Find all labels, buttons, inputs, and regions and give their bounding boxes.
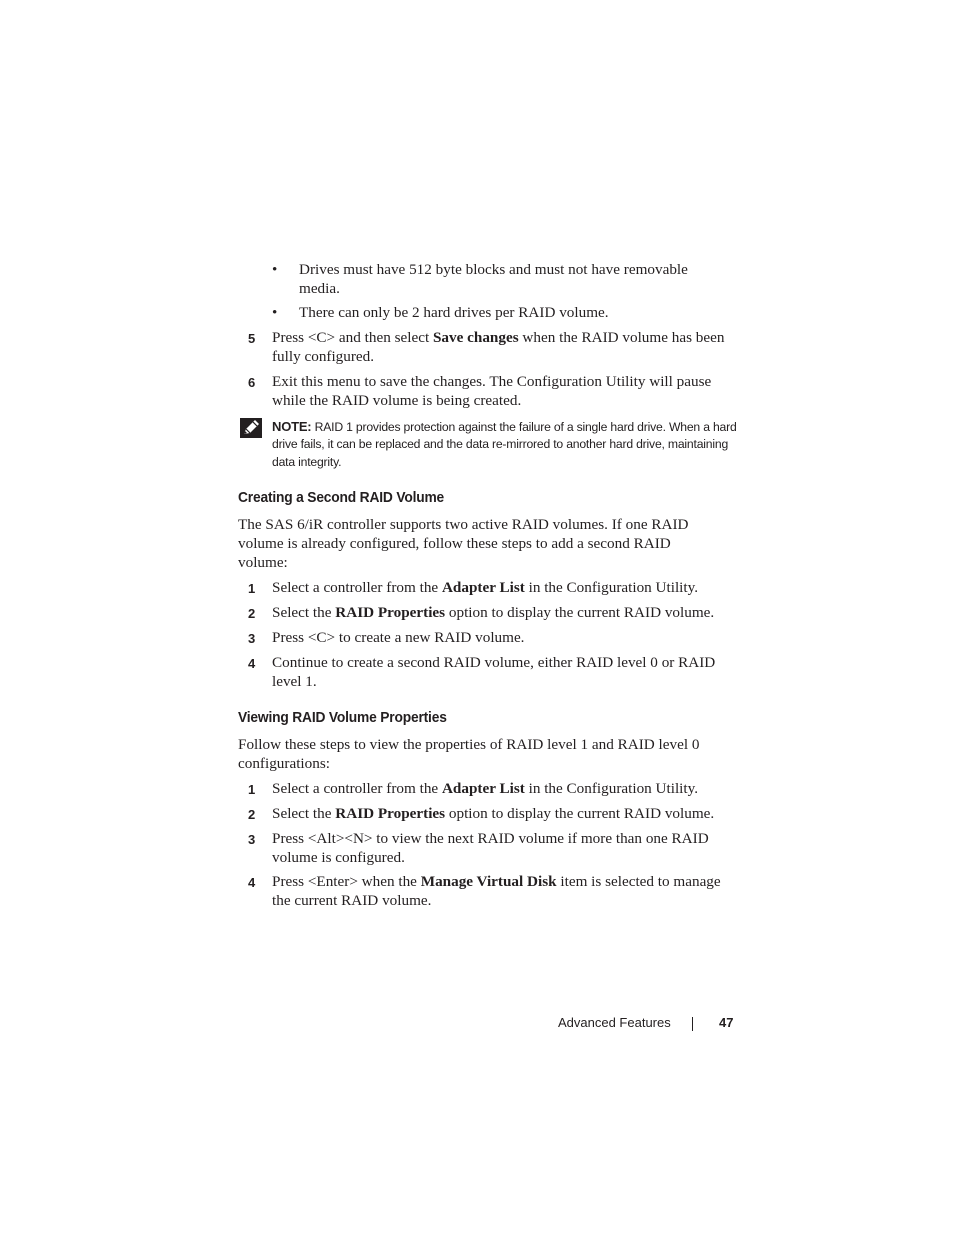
step-ui-term: Adapter List xyxy=(441,780,525,797)
step-text xyxy=(272,578,738,597)
bullet-text: There can only be 2 hard drives per RAID volume. xyxy=(299,304,609,321)
step-text: Press <C> to create a new RAID volume. xyxy=(272,629,525,646)
step-number: 2 xyxy=(248,606,256,621)
step-text-pre: Select a controller from the xyxy=(272,780,442,797)
footer-divider xyxy=(692,1017,693,1031)
step-number: 1 xyxy=(248,581,256,596)
step-text-post: in the Configuration Utility. xyxy=(524,780,699,797)
step-text-pre: Select the xyxy=(272,805,336,822)
step-number: 3 xyxy=(248,832,256,847)
step-number: 4 xyxy=(248,875,256,890)
pencil-note-icon xyxy=(240,418,262,438)
step-text xyxy=(272,603,738,622)
section-intro: The SAS 6/iR controller supports two active RAID volumes. If one RAID volume is already configured, follow these steps to add a second RAID volume: xyxy=(238,516,689,571)
step-number: 6 xyxy=(248,375,256,390)
bullet-dot: • xyxy=(272,304,278,321)
step-ui-term: Manage Virtual Disk xyxy=(420,873,557,890)
step-text-post: option to display the current RAID volume. xyxy=(445,604,715,621)
step-text xyxy=(272,804,738,823)
bullet-dot: • xyxy=(272,261,278,278)
step-text: Press <Alt><N> to view the next RAID volume if more than one RAID volume is configured. xyxy=(272,830,709,866)
section-intro: Follow these steps to view the properties of RAID level 1 and RAID level 0 configurations: xyxy=(238,736,700,772)
step-text xyxy=(272,872,738,910)
step-text: Continue to create a second RAID volume, either RAID level 0 or RAID level 1. xyxy=(272,654,716,690)
note-label: NOTE: xyxy=(272,419,312,434)
step-number: 4 xyxy=(248,656,256,671)
page-number: 47 xyxy=(719,1015,734,1030)
step-ui-term: Save changes xyxy=(432,329,519,346)
step-text-post: item is selected to manage the current RAID volume. xyxy=(272,873,721,909)
step-text xyxy=(272,779,738,798)
step-text-pre: Select the xyxy=(272,604,336,621)
step-ui-term: Adapter List xyxy=(441,579,525,596)
footer-section-title: Advanced Features xyxy=(558,1015,671,1030)
step-number: 1 xyxy=(248,782,256,797)
step-number: 3 xyxy=(248,631,256,646)
step-text xyxy=(272,328,738,366)
step-ui-term: RAID Properties xyxy=(335,805,446,822)
step-text-post: option to display the current RAID volume. xyxy=(445,805,715,822)
step-text-pre: Press <Enter> when the xyxy=(272,873,421,890)
section-heading: Creating a Second RAID Volume xyxy=(238,489,445,506)
section-heading: Viewing RAID Volume Properties xyxy=(238,709,447,726)
step-text-post: in the Configuration Utility. xyxy=(524,579,699,596)
note-text xyxy=(272,418,742,471)
step-number: 2 xyxy=(248,807,256,822)
note-body: RAID 1 provides protection against the failure of a single hard drive. When a hard drive fails, it can be replaced and the data re-mirrored to another hard drive, maintaining data integrity. xyxy=(272,420,737,469)
step-text-pre: Select a controller from the xyxy=(272,579,442,596)
bullet-text: Drives must have 512 byte blocks and must not have removable media. xyxy=(299,261,688,297)
step-ui-term: RAID Properties xyxy=(335,604,446,621)
step-text-pre: Press <C> and then select xyxy=(272,329,433,346)
step-number: 5 xyxy=(248,331,256,346)
step-text-post: when the RAID volume has been fully configured. xyxy=(272,329,725,365)
step-text: Exit this menu to save the changes. The Configuration Utility will pause while the RAID volume is being created. xyxy=(272,373,712,409)
